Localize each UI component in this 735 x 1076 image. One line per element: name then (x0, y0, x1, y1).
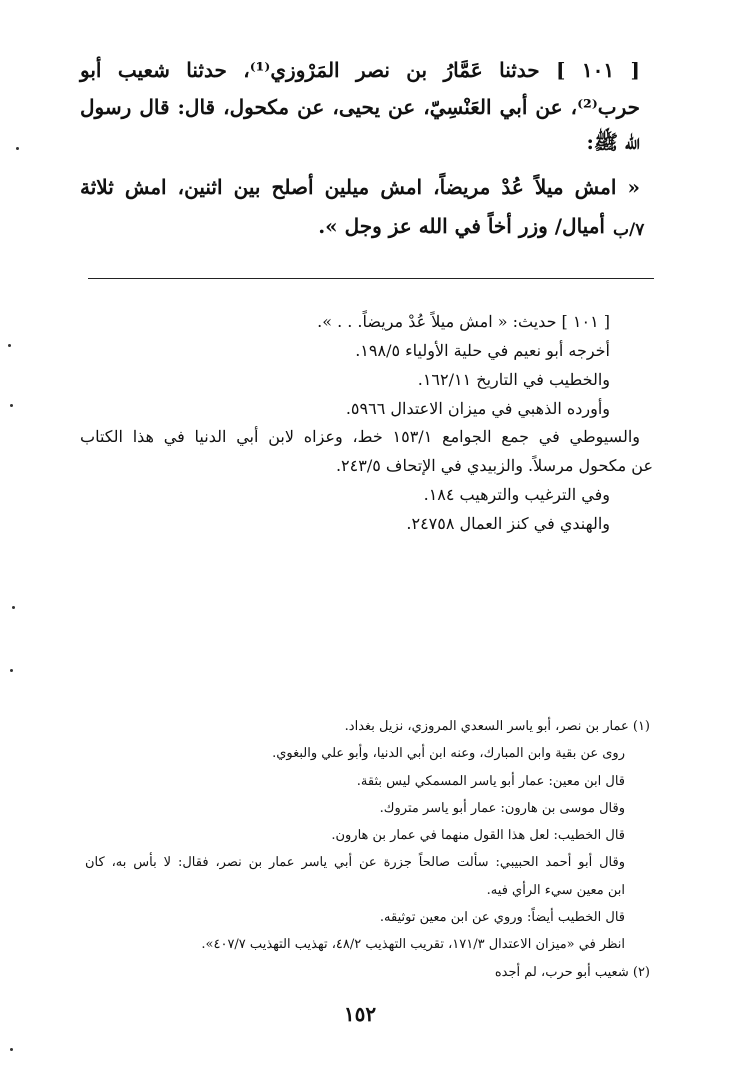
footnote-line-7: ابن معين سيء الرأي فيه. (486, 883, 625, 898)
footnote-line-10: (٢) شعيب أبو حرب، لم أجده (494, 965, 650, 980)
footnote-line-3: قال ابن معين: عمار أبو ياسر المسمكي ليس بثقة. (356, 774, 625, 789)
hadith-line-4: « امش ميلاً عُدْ مريضاً، امش ميلين أصلح بين اثنين، امش ثلاثة (80, 175, 640, 199)
hadith-line-3: الله ﷺ: (586, 130, 640, 154)
note-line-8: والهندي في كنز العمال ٢٤٧٥٨. (406, 514, 610, 533)
folio-marker: ٧/ب (613, 220, 645, 240)
hadith-line-5: أميال/ وزر أخاً في الله عز وجل ». (318, 214, 605, 238)
section-divider (88, 278, 654, 279)
footnote-line-1: (١) عمار بن نصر، أبو ياسر السعدي المروزي، نزيل بغداد. (344, 719, 650, 734)
page-number: ١٥٢ (343, 1002, 377, 1026)
note-line-2: أخرجه أبو نعيم في حلية الأولياء ١٩٨/٥. (355, 341, 610, 360)
scan-speck (10, 404, 13, 407)
hadith-line-1: [ ١٠١ ] حدثنا عَمَّارُ بن نصر المَرْوزي⁽¹⁾، حدثنا شعيب أبو (80, 58, 640, 82)
footnote-line-9: انظر في «ميزان الاعتدال ١٧١/٣، تقريب التهذيب ٤٨/٢، تهذيب التهذيب ٤٠٧/٧». (201, 937, 625, 952)
scan-speck (10, 1048, 13, 1051)
footnote-line-4: وقال موسى بن هارون: عمار أبو ياسر متروك. (379, 801, 625, 816)
scan-speck (10, 669, 13, 672)
scan-speck (16, 147, 19, 150)
note-line-7: وفي الترغيب والترهيب ١٨٤. (423, 485, 610, 504)
scan-speck (8, 344, 11, 347)
note-line-1: [ ١٠١ ] حديث: « امش ميلاً عُدْ مريضاً. . . ». (317, 312, 610, 331)
footnote-line-5: قال الخطيب: لعل هذا القول منهما في عمار بن هارون. (331, 828, 625, 843)
hadith-line-2: حرب⁽²⁾، عن أبي العَنْسِيّ، عن يحيى، عن مكحول، قال: قال رسول (80, 95, 640, 119)
scan-speck (12, 606, 15, 609)
footnote-line-6: وقال أبو أحمد الحبيبي: سألت صالحاً جزرة عن أبي ياسر عمار بن نصر، فقال: لا بأس به، كان (85, 855, 625, 870)
note-line-3: والخطيب في التاريخ ١٦٢/١١. (417, 370, 610, 389)
footnote-line-2: روى عن بقية وابن المبارك، وعنه ابن أبي الدنيا، وأبو علي والبغوي. (272, 746, 625, 761)
note-line-4: وأورده الذهبي في ميزان الاعتدال ٥٩٦٦. (345, 399, 610, 418)
note-line-6: عن مكحول مرسلاً. والزبيدي في الإتحاف ٢٤٣/٥. (335, 456, 653, 475)
note-line-5: والسيوطي في جمع الجوامع ١٥٣/١ خط، وعزاه لابن أبي الدنيا في هذا الكتاب (80, 427, 640, 446)
footnote-line-8: قال الخطيب أيضاً: وروي عن ابن معين توثيقه. (379, 910, 625, 925)
